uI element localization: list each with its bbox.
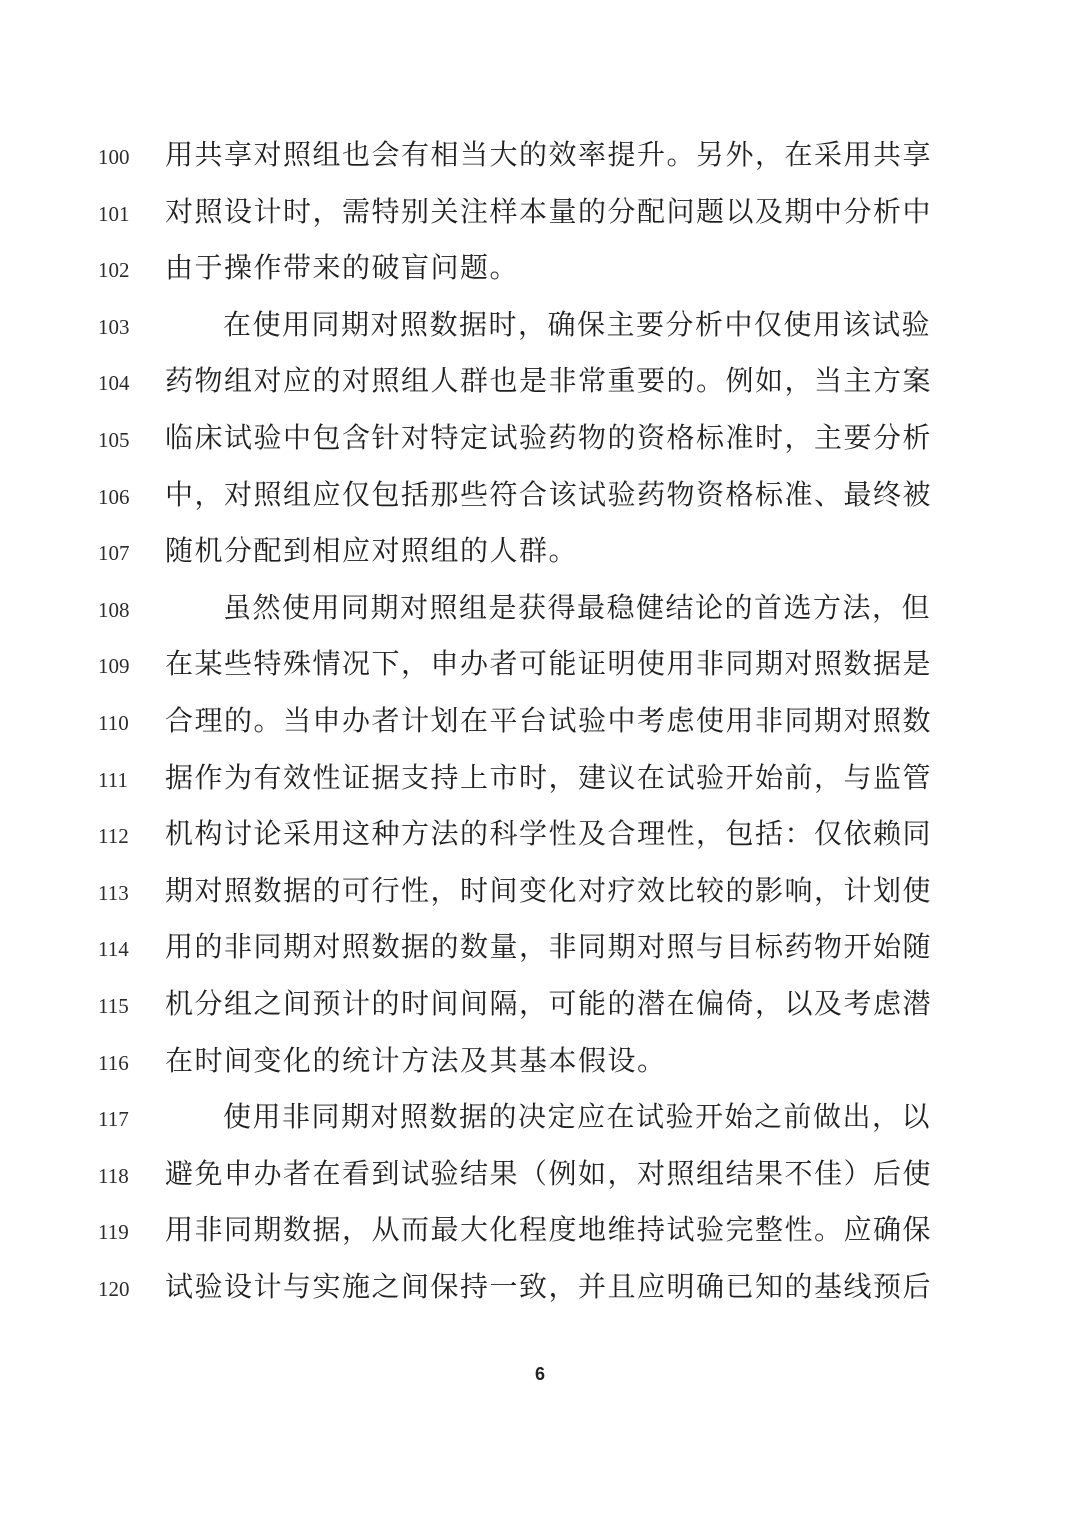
line-text: 避免申办者在看到试验结果（例如，对照组结果不佳）后使 (165, 1156, 933, 1190)
line-text: 期对照数据的可行性，时间变化对疗效比较的影响，计划使 (165, 873, 933, 907)
line-number: 103 (98, 314, 130, 339)
text-line (0, 358, 1080, 415)
line-text: 临床试验中包含针对特定试验药物的资格标准时，主要分析 (165, 421, 933, 454)
text-line (0, 641, 1080, 698)
line-text: 机构讨论采用这种方法的科学性及合理性，包括：仅依赖同 (165, 817, 933, 851)
text-line (0, 811, 1080, 868)
text-line (0, 132, 1080, 189)
line-text: 随机分配到相应对照组的人群。 (165, 534, 579, 568)
line-number: 107 (98, 541, 130, 566)
line-number: 104 (98, 371, 130, 396)
line-text: 用共享对照组也会有相当大的效率提升。另外，在采用共享 (165, 138, 933, 171)
text-line (0, 981, 1080, 1038)
line-text: 试验设计与实施之间保持一致，并且应明确已知的基线预后 (165, 1270, 933, 1303)
text-line (0, 1151, 1080, 1208)
line-number: 108 (98, 597, 130, 622)
line-text: 用的非同期对照数据的数量，非同期对照与目标药物开始随 (165, 930, 933, 964)
line-text: 合理的。当申办者计划在平台试验中考虑使用非同期对照数 (165, 704, 933, 737)
line-number: 106 (98, 484, 130, 509)
text-line (0, 868, 1080, 925)
text-line (0, 698, 1080, 755)
line-number: 114 (98, 937, 129, 962)
line-number: 110 (98, 711, 129, 735)
line-number: 117 (98, 1107, 129, 1132)
text-line (0, 755, 1080, 812)
line-number: 105 (98, 428, 130, 452)
line-number: 118 (98, 1163, 129, 1188)
line-text: 据作为有效性证据支持上市时，建议在试验开始前，与监管 (165, 760, 933, 794)
line-text: 使用非同期对照数据的决定应在试验开始之前做出，以 (223, 1100, 932, 1134)
line-text: 用非同期数据，从而最大化程度地维持试验完整性。应确保 (165, 1213, 933, 1247)
line-number: 100 (98, 145, 130, 169)
text-line (0, 528, 1080, 585)
text-line (0, 1207, 1080, 1264)
line-number: 102 (98, 258, 130, 283)
text-line (0, 189, 1080, 246)
page-number: 6 (534, 1364, 545, 1384)
line-number: 111 (98, 767, 128, 792)
line-text: 在时间变化的统计方法及其基本假设。 (165, 1043, 667, 1077)
line-text: 由于操作带来的破盲问题。 (165, 251, 520, 285)
text-line (0, 1264, 1080, 1321)
text-line (0, 1038, 1080, 1095)
text-line (0, 302, 1080, 359)
line-number: 115 (98, 994, 129, 1018)
text-line (0, 472, 1080, 529)
line-number: 120 (98, 1277, 130, 1301)
text-line (0, 415, 1080, 472)
line-number: 112 (98, 824, 129, 849)
line-number: 119 (98, 1220, 129, 1245)
line-text: 中，对照组应仅包括那些符合该试验药物资格标准、最终被 (165, 477, 933, 511)
line-text: 虽然使用同期对照组是获得最稳健结论的首选方法，但 (223, 590, 932, 624)
line-text: 机分组之间预计的时间间隔，可能的潜在偏倚，以及考虑潜 (165, 987, 933, 1020)
line-number: 116 (98, 1050, 129, 1075)
line-number: 101 (98, 201, 130, 226)
text-line (0, 924, 1080, 981)
text-line (0, 1094, 1080, 1151)
line-text: 对照设计时，需特别关注样本量的分配问题以及期中分析中 (165, 194, 933, 228)
line-text: 在使用同期对照数据时，确保主要分析中仅使用该试验 (223, 307, 932, 341)
line-number: 109 (98, 654, 130, 679)
text-line (0, 585, 1080, 642)
line-text: 在某些特殊情况下，申办者可能证明使用非同期对照数据是 (165, 647, 933, 681)
line-number: 113 (98, 880, 129, 905)
text-line (0, 245, 1080, 302)
line-text: 药物组对应的对照组人群也是非常重要的。例如，当主方案 (165, 364, 933, 398)
